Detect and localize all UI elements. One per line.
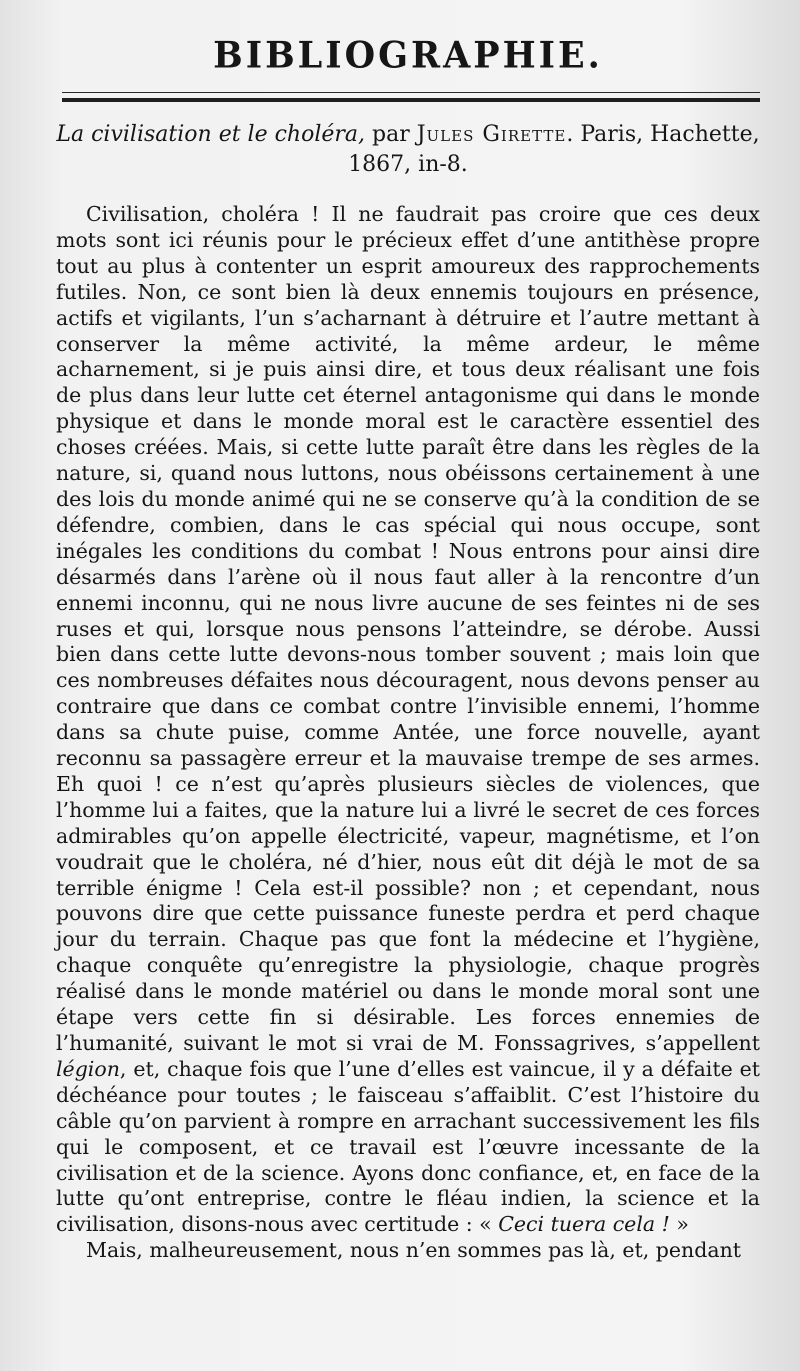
paragraph-1-text-after: » <box>669 1212 689 1237</box>
paragraph-2: Mais, malheureusement, nous n’en sommes pas là, et, pendant <box>86 1238 742 1263</box>
book-by: par <box>365 122 417 147</box>
book-author: Jules Girette <box>416 122 567 147</box>
book-title: La civilisation et le choléra, <box>56 122 366 147</box>
paragraph-1-text-before: Civilisation, choléra ! Il ne faudrait pas croire que ces deux mots sont ici réunis pour le précieux effet d’une antithèse propre tout au plus à contenter un esprit amoureux des rapprochements futiles. Non, ce sont bien là deux ennemis toujours en présence, actifs et vigilants, l’un s’acharnant à détruire et l’autre mettant à conserver la même activité, la même ardeur, le même acharnement, si je puis ainsi dire, et tous deux réalisant une fois de plus dans leur lutte cet éternel antagonisme qui dans le monde physique et dans le monde moral est le caractère essentiel des choses créées. Mais, si cette lutte paraît être dans les règles de la nature, si, quand nous luttons, nous obéissons certainement à une des lois du monde animé qui ne se conserve qu’à la condition de se défendre, combien, dans le cas spécial qui nous occupe, sont inégales les conditions du combat ! Nous entrons pour ainsi dire désarmés dans l’arène où il nous faut aller à la rencontre d’un ennemi inconnu, qui ne nous livre aucune de ses feintes ni de ses ruses et qui, lorsque nous pensons l’atteindre, se dérobe. Aussi bien dans cette lutte devons-nous tomber souvent ; mais loin que ces nombreuses défaites nous découragent, nous devons penser au contraire que dans ce combat contre l’invisible ennemi, l’homme dans sa chute puise, comme Antée, une force nouvelle, ayant reconnu sa passagère erreur et la mauvaise trempe de ses armes. Eh quoi ! ce n’est qu’après plusieurs siècles de violences, que l’homme lui a faites, que la nature lui a livré le secret de ces forces admirables qu’on appelle électricité, vapeur, magnétisme, et l’on voudrait que le choléra, né d’hier, nous eût dit déjà le mot de sa terrible énigme ! Cela est-il possible? non ; et cependant, nous pouvons dire que cette puissance funeste perdra et perd chaque jour du terrain. Chaque pas que font la médecine et l’hygiène, chaque conquête qu’enregistre la physiologie, chaque progrès réalisé dans le monde matériel ou dans le monde moral sont une étape vers cette fin si désirable. Les forces ennemies de l’humanité, suivant le mot si vrai de M. Fonssagrives, s’appellent <box>56 202 760 1055</box>
paragraph-1-italic-quote: Ceci tuera cela ! <box>498 1212 670 1237</box>
divider-thick-line <box>62 98 760 102</box>
title-divider <box>62 90 760 108</box>
paragraph-1-text-middle: , et, chaque fois que l’une d’elles est vaincue, il y a défaite et déchéance pour toutes ; le faisceau s’affaiblit. C’est l’histoire du câble qu’on parvient à rompre en arrachant successivement les fils qui le composent, et ce travail est l’œuvre incessante de la civilisation et de la science. Ayons donc confiance, et, en face de la lutte qu’ont entreprise, contre le fléau indien, la science et la civilisation, disons-nous avec certitude : « <box>56 1056 760 1237</box>
paragraph-1 <box>56 202 760 1238</box>
paragraph-1-italic-legion: légion <box>56 1056 120 1081</box>
article-body <box>56 202 760 1264</box>
divider-thin-line <box>62 92 760 93</box>
book-reference <box>56 120 760 180</box>
book-details: . Paris, Hachette, 1867, in-8. <box>348 122 760 177</box>
page-title: BIBLIOGRAPHIE. <box>213 33 603 77</box>
